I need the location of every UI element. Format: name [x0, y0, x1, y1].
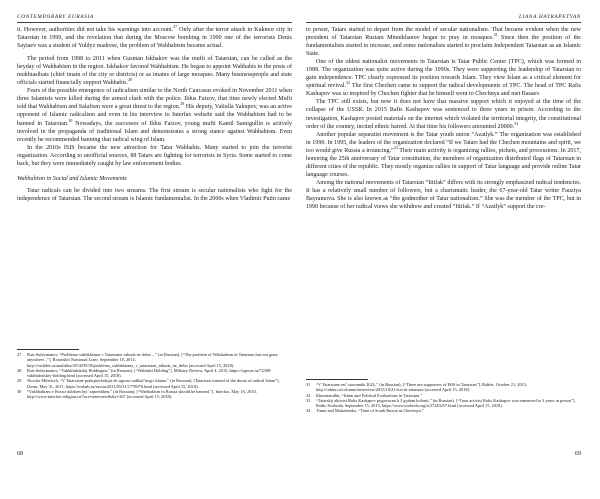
footnote-ref[interactable]: 32 [346, 80, 351, 86]
running-head-left: CONTEMPORARY EURASIA [17, 14, 292, 23]
paragraph: The TPC still exists, but now it does not have that massive support which it enjoyed at the time of the collapse of the USSR. In 2015 Rafis Kashapov was sentenced to three years in prison. According to the investigation, Kashapov posted materials on the internet which violated the territorial integrity, the constitutional order of the country, incited ethnic hatred. At that time his followers amounted 20000.33 [306, 99, 581, 130]
footnote: 31 “V Tatarstane est’ storonniki IGIL,” (in Russian), [“There are supporters of ISIS in Tatarstan”], Rabler, October 21, 2015, http://rabler.ru/columns/interview/2015/10/21/isis-in-tatarstan (accessed April 15, 2018). [306, 382, 528, 393]
footnote-ref[interactable]: 33 [514, 120, 519, 126]
footnote-ref[interactable]: 31 [493, 32, 498, 38]
right-page [306, 0, 581, 499]
footnote: 28 Rais Suleymanov, “Vakhkhabitskij Holdingen,” (in Russian), [“Wahhabi Holding”], Military Review, April 4, 2015, https://topwar.ru/72308-vakhhabitskiy-holding.html (accessed April 15, 2018). [17, 367, 272, 379]
footnote-ref[interactable]: 29 [180, 101, 185, 107]
footnote: 27 Rais Suleymanov, “Problema vakhkhizma v Tatarstane rukoda ne delas ...” (in Russian), [“The problem of Wahhabism in Tatarstan has not gone anywhere...”], Rossiiskii Natsional Lizer, September 18, 2014, http://ruslider.ru/analitika/2014/09/18/problema_vakhkhizma_v_tatarstane_nikuda_ne_delas (accessed April 15, 2018). [17, 352, 278, 368]
footnote: 29 Nicolas Miletisch, “V Tatarstane prakqtrechdajut ob ugroze radikal’nogo islama,” (in Russian), [Tatarstan warned of the threat of radical Islam”], Dosm, May 31, 2011, https://rosbalt.ru/russia/2011/05/31/1778076.html (accessed April 15, 2018). [17, 378, 280, 389]
left-body-text [17, 23, 292, 203]
paragraph: Among the national movements of Tatarstan “Ittifak” differs with its strongly emphasized radical tendencies. It has a relatively small number of followers, but a charismatic leader, the 67-year-old Tatar writer Fauziya Bayramova. She is also known as “the godmother of Tatar nationalism.” She was the member of the TPC, but in 1990 because of her radical views she withdrew and created “Ittifak.” If “Azatlyk” support the cre- [306, 179, 581, 211]
section-heading: Wahhabism in Social and Islamic Movements [17, 175, 127, 182]
paragraph: One of the oldest nationalist movements in Tatarstan is Tatar Public Center (TPC), which was formed in 1988. The organization was quite active during the 1990s. They were supporting the leadership of Tatarstan to gain independence. TPC clearly expressed its position towards Islam. They view Islam as a critical element for spiritual revival.$^{32}$ The first Chechen came to support the radical developments of TPC. The head of TPC Rafis Kashapov was so inspired by Chechen fighter that he himself went to Chechnya and met Basaev. [306, 59, 581, 98]
paragraph: it. However, authorities did not take his warnings into account.$^{27}$ Only after the terror attack in Kukmor city in Tatarstan in 1999, and the revelation that during the Moscow bombing in 1990 one of the terrorists Denis Saytaev was a student of Yoldyz madrese, the problem of Wahhabism became actual. [17, 23, 292, 50]
running-head-right: LIANA HAYRAPETYAN [306, 14, 581, 23]
paragraph: Another popular separatist movement is the Tatar youth union “Azatlyk.” The organization was established in 1990. In 1995, the leaders of the organization declared “If we Tatars had the Chechen mountains and spirit, we too would give Russia a trouncing.”$^{34}$ Their main activity is organizing rallies, pickets, and processions. In 2017, honoring the 25th anniversary of Tatar constitution, the members of organization distributed flags of Tatarstan in different cities of the republic. They mostly organize rallies in support of Tatar language and provide online Tatar language courses. [306, 131, 581, 178]
right-body-text [306, 26, 581, 211]
footnotes-left [17, 349, 292, 400]
footnote-ref[interactable]: 27 [173, 23, 178, 29]
paragraph: The period from 1998 to 2011 when Gusman Iskhakov was the mufti of Tatarstan, can be called as the heyday of Wahhabism in the region. Iskhakov favored Wahhabism. He began to appoint Wahhabis to the posts of mukhtasibats (chief imam of the city or districts) or as imams of large mosques. Many businesspeople and state officials started financially support Wahhabis.$^{28}$ [17, 56, 292, 87]
footnote: 33 “Tatarskij aktivist Rafis Kashapov prigovoren k 3 godam kolonii,” (in Russian), [“Tatar activist Rafis Kashapov was sentenced to 3 years in prison”], Radio Svoboda, September 15, 2015, https://www.svoboda.org/a/27249257.html (accessed April 15, 2018). [306, 397, 576, 409]
footnote: 34 Tinmi and Malashenko, “Time of South Russia in Chechnya.” [306, 408, 424, 414]
footnote: 30 “Vakhhabizm v Rossii dolzhen byt’ zapreshhen,” (in Russian), [“Wahhabism in Russia should be banned.”], Interfax, May 16, 2010, http://www.interfax-religion.ru/?act=interview&div=267 (accessed April 15, 2018). [17, 389, 257, 400]
footnotes-right [306, 379, 581, 414]
paragraph: In the 2010s ISIS became the new attraction for Tatar Wahhabis. Many started to join the terrorist organization. According to unofficial sources, 88 Tatars are fighting for terrorists in Syria. Some started to come back, but they were immediately caught by law enforcement bodies. [17, 144, 292, 167]
footnote-ref[interactable]: 28 [127, 77, 132, 83]
page-number: 68 [17, 451, 23, 457]
footnote-rule [306, 379, 368, 380]
page-number: 69 [575, 451, 581, 457]
paragraph: Tatar radicals can be divided into two streams. The first stream is secular nationalists who fight for the independence of Tatarstan. The second stream is Islamic fundamentalist. In the 2000s when Vladimir Putin came [17, 187, 292, 202]
paragraph: Fears of the possible emergence of radicalism similar to the North Caucasus evoked in November 2011 when three Islamists were killed during the armed clash with the police. Ildus Faizov, that time newly elected Mufti told that Wahhabism and Salafism were a great threat to the region.$^{29}$ His deputy, Valiulla Yakupov, was an active opponent of Islamic radicalism and even in his interview to Interfax website said the Wahhabism had to be banned in Tatarstan.$^{30}$ Nowadays, the successor of Ildus Faizov, young mufti Kamil Samigullin is actively involved in the propaganda of traditional Islam and demonstrates a strong stance against Wahhabism. Even recently he recommended banning that radical wing of Islam. [17, 88, 292, 143]
paragraph: to power, Tatars started to depart from the model of secular nationalism. That became evident when the new president of Tatarstan Rustam Minnikhanov began to pray in mosques.$^{31}$ Since then the position of the fundamentalists started to increase, and some nationalists started to proclaim Independent Tatarstan as an Islamic State. [306, 27, 581, 58]
footnote-rule [17, 349, 79, 350]
footnote-ref[interactable]: 34 [393, 144, 398, 150]
footnote: 32 Khurmatullin, “Islam and Political Evaluations in Tatarstan.” [306, 392, 423, 398]
left-page [17, 0, 292, 499]
footnote-ref[interactable]: 30 [68, 117, 73, 123]
